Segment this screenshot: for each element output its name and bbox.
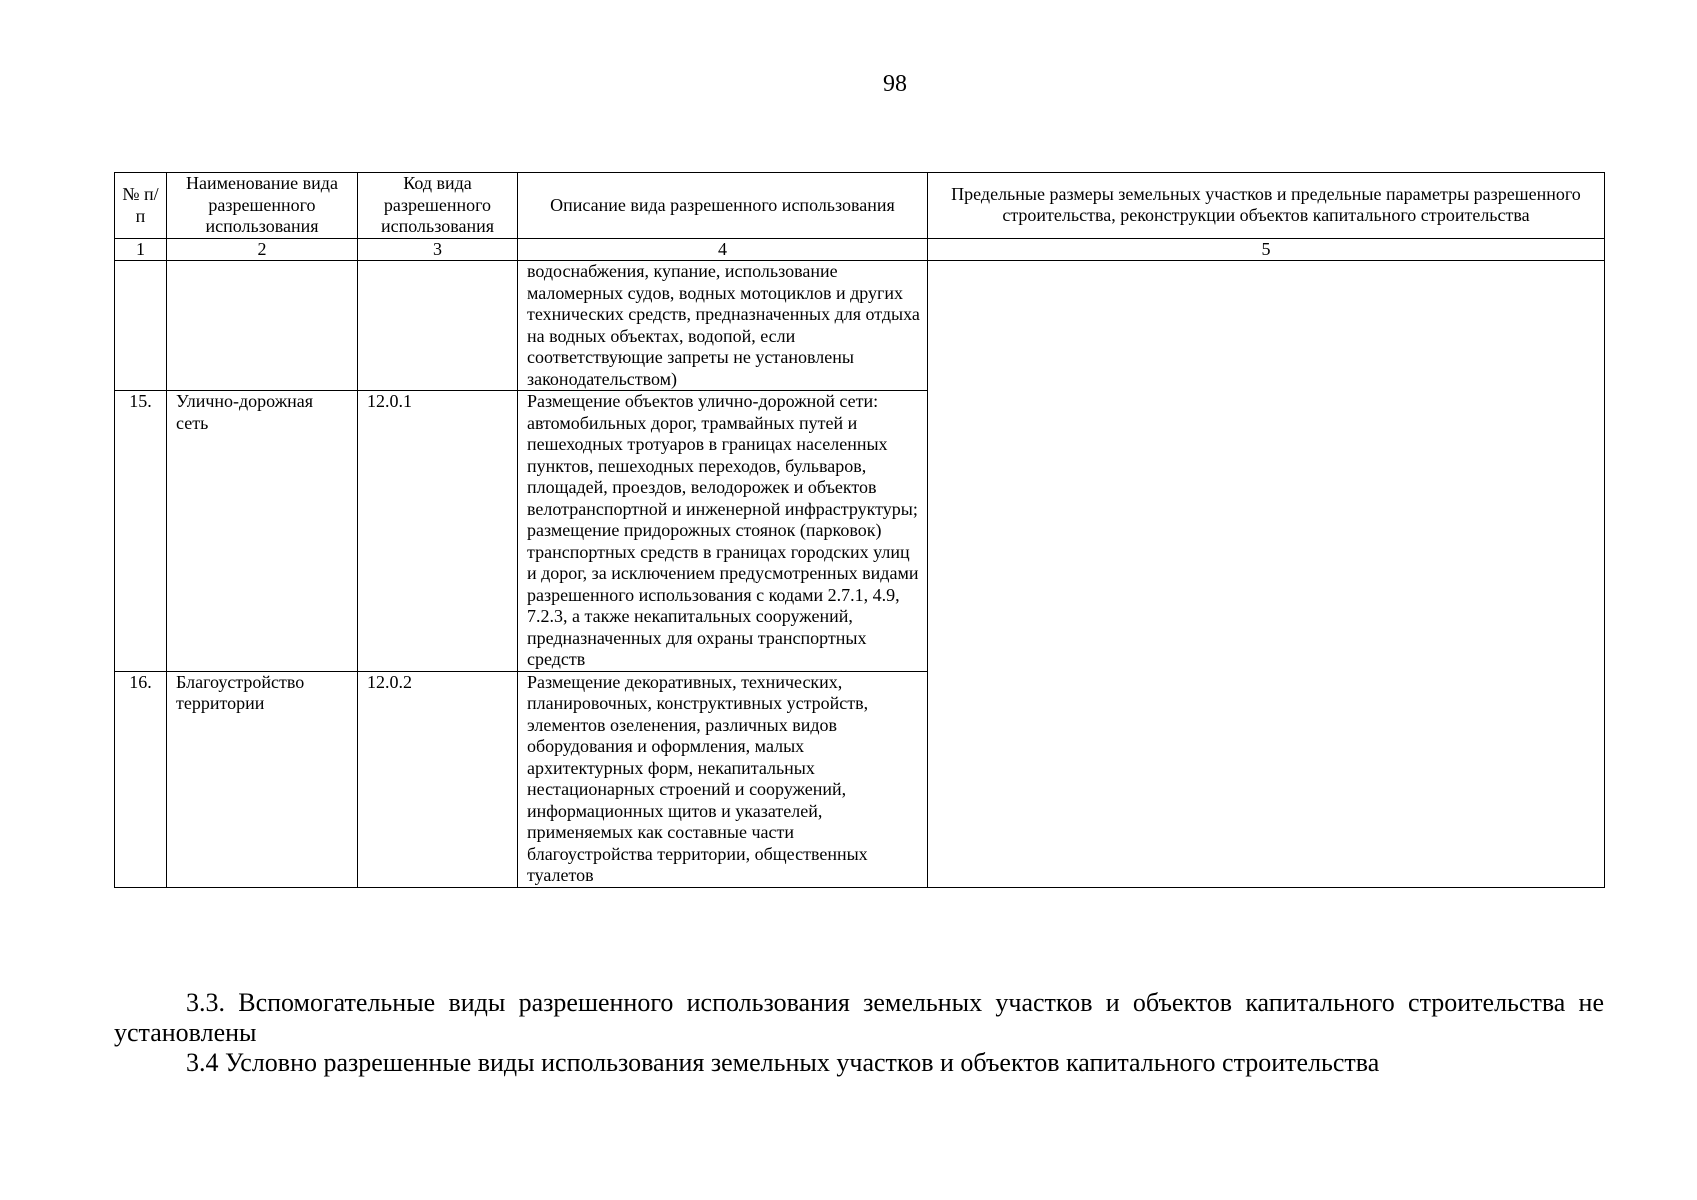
- row-number: 16.: [115, 671, 167, 887]
- row-use-name: [167, 261, 358, 391]
- row-use-description: Размещение декоративных, технических, планировочных, конструктивных устройств, элементов озеленения, различных видов оборудования и оформления, малых архитектурных форм, некапитальных нестационарных строений и сооружений, информационных щитов и указателей, применяемых как составные части благоустройства территории, общественных туалетов: [518, 671, 928, 887]
- column-number: 4: [518, 238, 928, 261]
- table-row: [115, 261, 1605, 391]
- row-number: [115, 261, 167, 391]
- row-use-name: Улично-дорожная сеть: [167, 391, 358, 672]
- row-use-description: Размещение объектов улично-дорожной сети: автомобильных дорог, трамвайных путей и пешеходных тротуаров в границах населенных пунктов, пешеходных переходов, бульваров, площадей, проездов, велодорожек и объектов велотранспортной и инженерной инфраструктуры; размещение придорожных стоянок (парковок) транспортных средств в границах городских улиц и дорог, за исключением предусмотренных видами разрешенного использования с кодами 2.7.1, 4.9, 7.2.3, а также некапитальных сооружений, предназначенных для охраны транспортных средств: [518, 391, 928, 672]
- row-use-name: Благоустройство территории: [167, 671, 358, 887]
- column-number: 3: [358, 238, 518, 261]
- header-limits: Предельные размеры земельных участков и предельные параметры разрешенного строительства, реконструкции объектов капитального строительства: [928, 173, 1605, 239]
- header-number: № п/п: [115, 173, 167, 239]
- header-use-code: Код вида разрешенного использования: [358, 173, 518, 239]
- row-limits-cell: [928, 261, 1605, 888]
- table-header-row: [115, 173, 1605, 239]
- paragraph-3-4: 3.4 Условно разрешенные виды использования земельных участков и объектов капитального строительства: [186, 1048, 1380, 1077]
- row-use-code: [358, 261, 518, 391]
- column-number: 2: [167, 238, 358, 261]
- column-number: 1: [115, 238, 167, 261]
- page-number: 98: [883, 71, 907, 97]
- row-number: 15.: [115, 391, 167, 672]
- paragraph-3-3: 3.3. Вспомогательные виды разрешенного использования земельных участков и объектов капитального строительства не установлены: [114, 988, 1604, 1047]
- column-number: 5: [928, 238, 1605, 261]
- row-use-description: водоснабжения, купание, использование маломерных судов, водных мотоциклов и других технических средств, предназначенных для отдыха на водных объектах, водопой, если соответствующие запреты не установлены законодательством): [518, 261, 928, 391]
- permitted-use-table: [114, 172, 1605, 888]
- header-use-name: Наименование вида разрешенного использования: [167, 173, 358, 239]
- column-numbers-row: [115, 238, 1605, 261]
- row-use-code: 12.0.2: [358, 671, 518, 887]
- header-use-description: Описание вида разрешенного использования: [518, 173, 928, 239]
- row-use-code: 12.0.1: [358, 391, 518, 672]
